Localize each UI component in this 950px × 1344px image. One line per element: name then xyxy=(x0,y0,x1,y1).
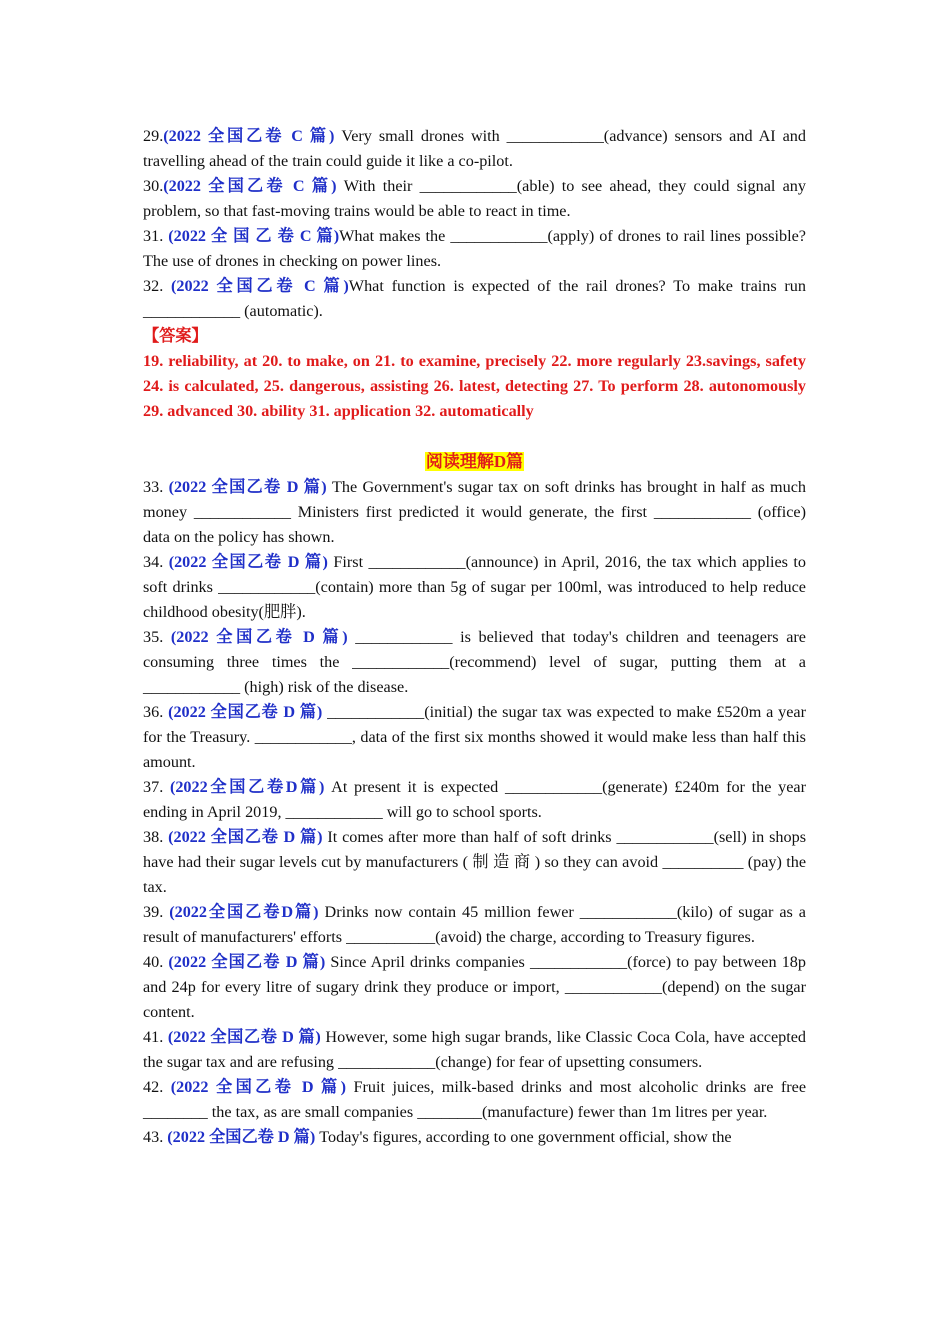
question-source: (2022 全国乙卷 C 篇) xyxy=(171,277,349,295)
question-number: 39. xyxy=(143,903,170,921)
question-number: 37. xyxy=(143,778,170,796)
question-source: (2022 全国乙卷 D 篇) xyxy=(167,1028,321,1046)
question-39 xyxy=(143,900,806,950)
question-text: Since April drinks companies ____________(force) to pay between 18p and 24p for every litre of sugary drink they produce or import, ____________(depend) on the sugar content. xyxy=(143,953,806,1021)
question-source: (2022全国乙卷D篇) xyxy=(169,778,325,796)
question-number: 33. xyxy=(143,478,169,496)
question-text: What makes the ____________(apply) of drones to rail lines possible? The use of drones in checking on power lines. xyxy=(143,227,806,270)
question-32 xyxy=(143,274,806,324)
question-33 xyxy=(143,475,806,550)
question-number: 31. xyxy=(143,227,169,245)
question-source: (2022 全国乙卷 C 篇) xyxy=(163,127,335,145)
question-43 xyxy=(143,1125,806,1150)
section-spacer xyxy=(143,424,806,449)
question-source: (2022 全国乙卷 D 篇) xyxy=(168,828,323,846)
question-40 xyxy=(143,950,806,1025)
question-text: ____________ is believed that today's children and teenagers are consuming three times the ____________(recommend) level of sugar, putting them at a ____________ (high) risk of the disease. xyxy=(143,628,806,696)
question-text: Today's figures, according to one government official, show the xyxy=(315,1128,732,1146)
question-number: 43. xyxy=(143,1128,168,1146)
section-d-heading-label: 阅读理解D篇 xyxy=(425,452,524,471)
question-34 xyxy=(143,550,806,625)
question-36 xyxy=(143,700,806,775)
document-page xyxy=(143,124,806,1150)
question-37 xyxy=(143,775,806,825)
question-42 xyxy=(143,1075,806,1125)
question-30 xyxy=(143,174,806,224)
question-number: 41. xyxy=(143,1028,168,1046)
question-text: At present it is expected ____________(generate) £240m for the year ending in April 2019, ____________ will go to school sports. xyxy=(143,778,806,821)
question-text: First ____________(announce) in April, 2016, the tax which applies to soft drinks ____________(contain) more than 5g of sugar per 100ml, was introduced to help reduce childhood obesity(肥胖). xyxy=(143,553,807,621)
question-source: (2022全国乙卷D篇) xyxy=(169,903,319,921)
section-d-heading xyxy=(143,449,806,475)
question-38 xyxy=(143,825,806,900)
question-text: What function is expected of the rail drones? To make trains run ____________ (automatic). xyxy=(143,277,806,320)
question-31 xyxy=(143,224,806,274)
question-source: (2022 全国乙卷 D 篇) xyxy=(167,1128,316,1146)
question-number: 40. xyxy=(143,953,169,971)
question-text: However, some high sugar brands, like Classic Coca Cola, have accepted the sugar tax and are refusing ____________(change) for fear of upsetting consumers. xyxy=(143,1028,806,1071)
question-number: 29. xyxy=(143,127,164,145)
question-text: Very small drones with ____________(advance) sensors and AI and travelling ahead of the train could guide it like a co-pilot. xyxy=(143,127,806,170)
question-number: 30. xyxy=(143,177,164,195)
question-source: (2022 全国乙卷 D 篇) xyxy=(168,953,326,971)
section-d-questions xyxy=(143,475,806,1150)
question-text: With their ____________(able) to see ahead, they could signal any problem, so that fast-moving trains would be able to react in time. xyxy=(143,177,806,220)
question-number: 32. xyxy=(143,277,172,295)
answer-body: 19. reliability, at 20. to make, on 21. to examine, precisely 22. more regularly 23.savings, safety 24. is calculated, 25. dangerous, assisting 26. latest, detecting 27. To perform 28. autonomously 29. advanced 30. ability 31. application 32. automatically xyxy=(143,352,806,420)
question-text: Fruit juices, milk-based drinks and most alcoholic drinks are free ________ the tax, as are small companies ________(manufacture) fewer than 1m litres per year. xyxy=(143,1078,807,1121)
question-source: (2022 全国乙卷 D 篇) xyxy=(168,478,327,496)
question-source: (2022 全国乙卷 D 篇) xyxy=(168,703,323,721)
question-text: It comes after more than half of soft drinks ____________(sell) in shops have had their sugar levels cut by manufacturers ( 制 造 商 ) so they can avoid __________ (pay) the tax. xyxy=(143,828,807,896)
question-text: ____________(initial) the sugar tax was expected to make £520m a year for the Treasury. ____________, data of the first six months showed it would make less than half this amount. xyxy=(143,703,806,771)
question-source: (2022 全国乙卷 D 篇) xyxy=(168,553,328,571)
question-41 xyxy=(143,1025,806,1075)
question-number: 35. xyxy=(143,628,171,646)
question-number: 38. xyxy=(143,828,169,846)
question-29 xyxy=(143,124,806,174)
question-text: The Government's sugar tax on soft drinks has brought in half as much money ____________ Ministers first predicted it would generate, the first ____________ (office) data on the policy has shown. xyxy=(143,478,806,546)
answer-title: 【答案】 xyxy=(143,327,208,345)
question-source: (2022 全 国 乙 卷 C 篇) xyxy=(168,227,340,245)
question-source: (2022 全国乙卷 D 篇) xyxy=(170,628,348,646)
question-text: Drinks now contain 45 million fewer ____________(kilo) of sugar as a result of manufacturers' efforts ___________(avoid) the charge, according to Treasury figures. xyxy=(143,903,806,946)
question-35 xyxy=(143,625,806,700)
question-number: 42. xyxy=(143,1078,171,1096)
question-source: (2022 全国乙卷 D 篇) xyxy=(170,1078,347,1096)
section-c-questions xyxy=(143,124,806,324)
question-number: 36. xyxy=(143,703,169,721)
question-source: (2022 全国乙卷 C 篇) xyxy=(163,177,337,195)
question-number: 34. xyxy=(143,553,169,571)
